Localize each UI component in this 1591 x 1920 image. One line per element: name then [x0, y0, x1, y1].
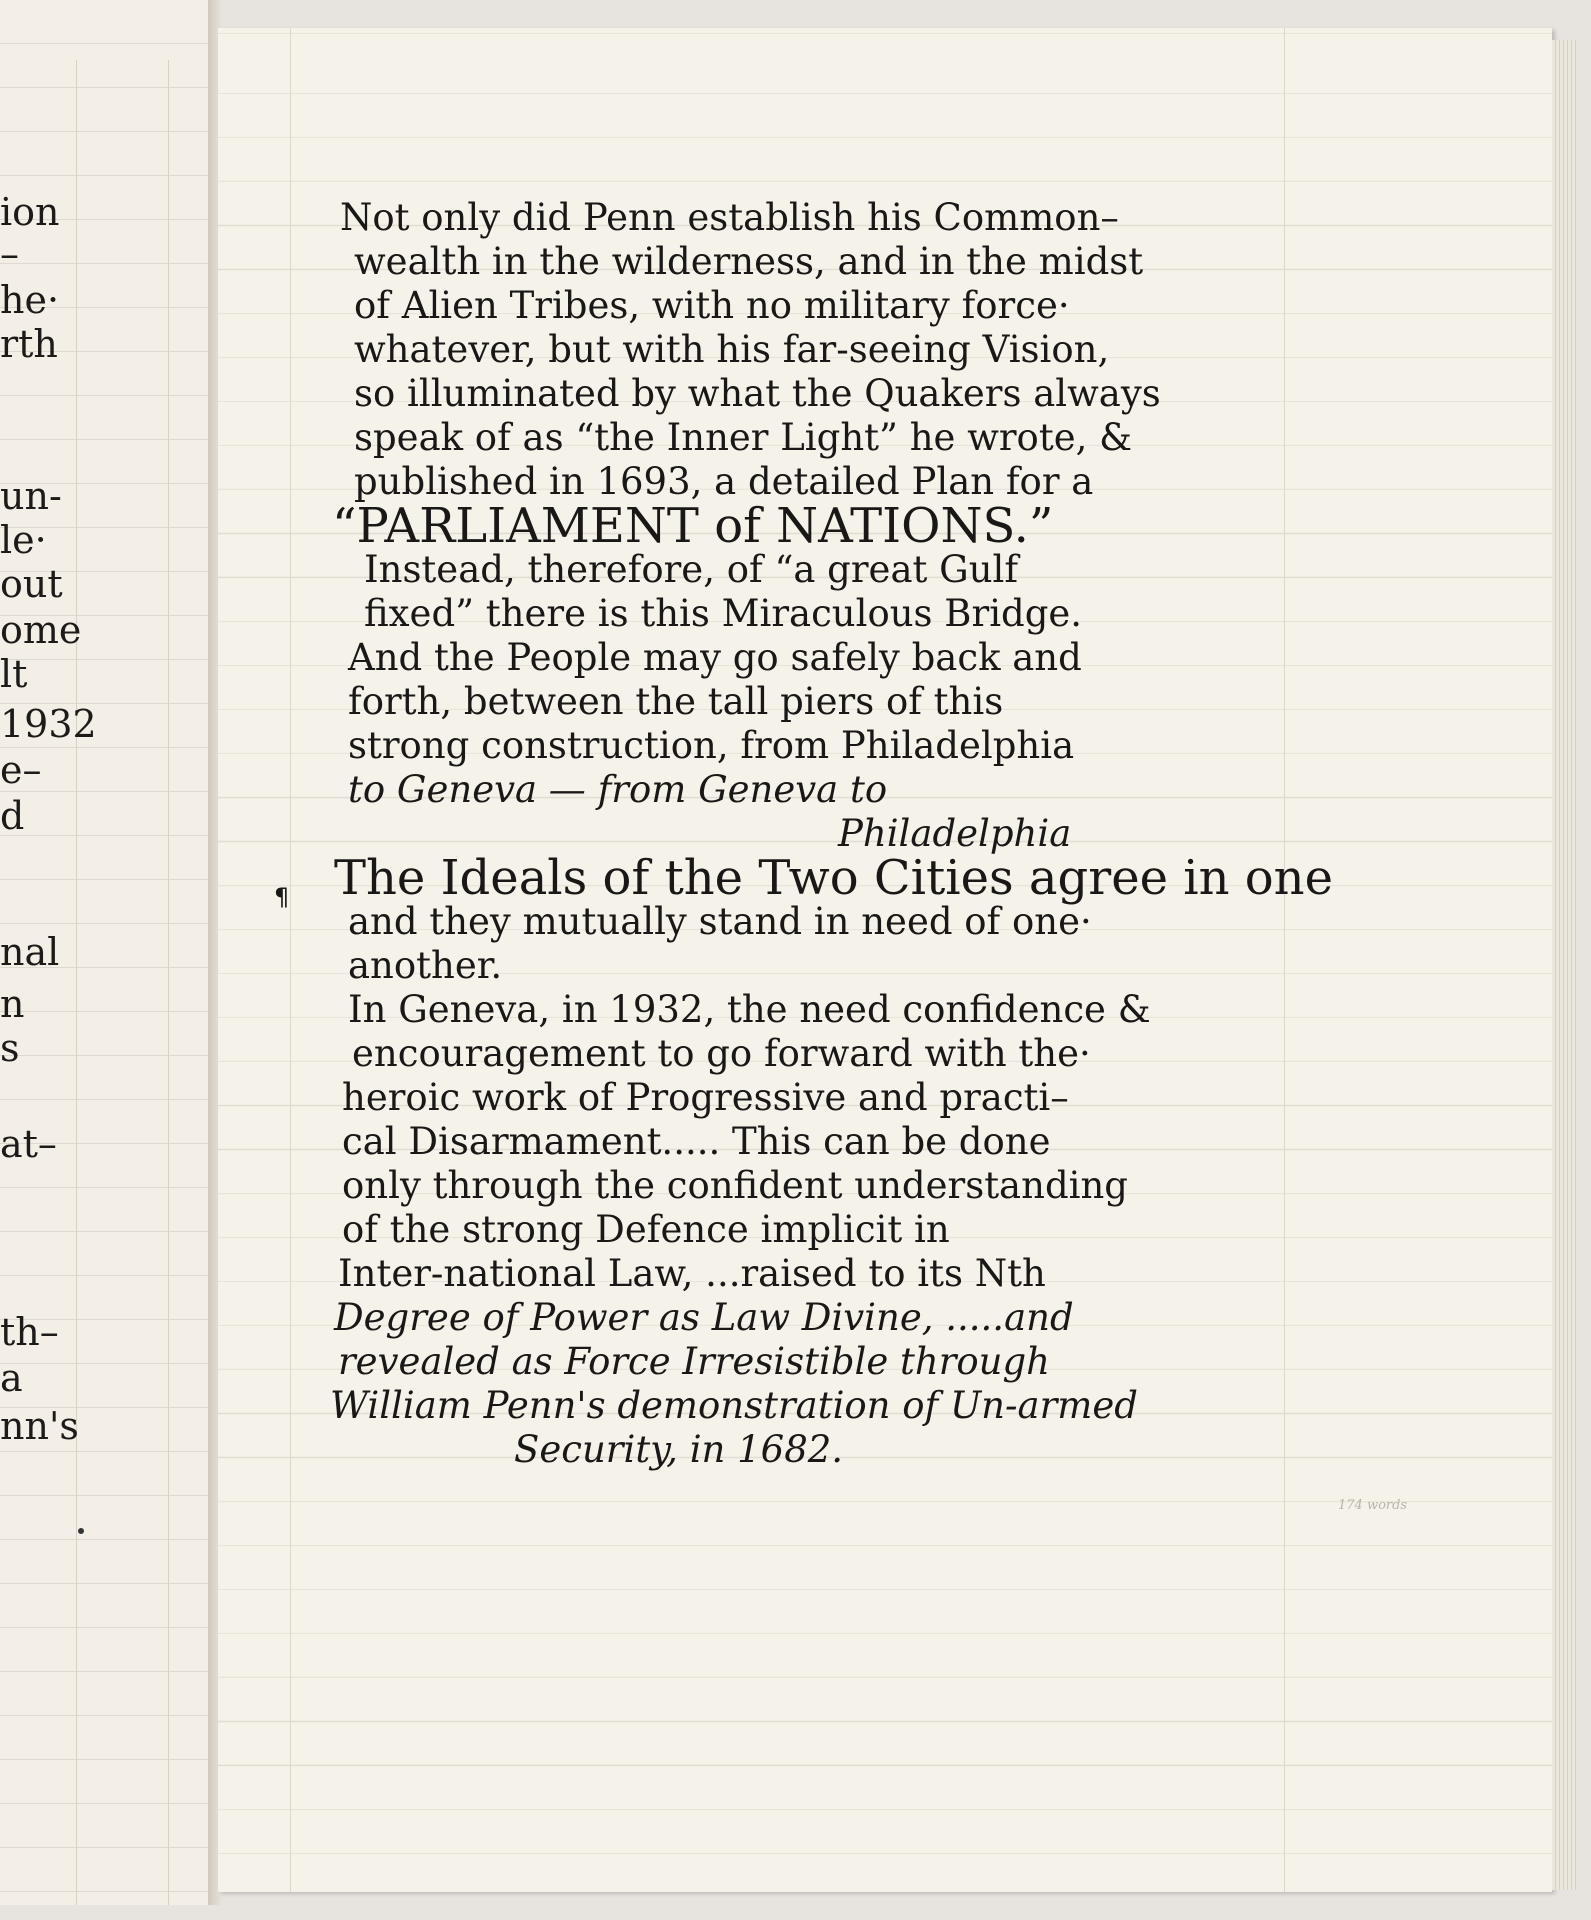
- text-line: strong construction, from Philadelphia: [348, 724, 1075, 767]
- left-fragment: th–: [0, 1310, 59, 1354]
- left-fragment: lt: [0, 652, 28, 696]
- text-line: Degree of Power as Law Divine, .....and: [334, 1296, 1074, 1339]
- text-line: and they mutually stand in need of one·: [348, 900, 1092, 943]
- text-line: “PARLIAMENT of NATIONS.”: [332, 498, 1054, 554]
- text-line: Philadelphia: [838, 812, 1072, 855]
- text-line: forth, between the tall piers of this: [348, 680, 1004, 723]
- left-fragment: he·: [0, 278, 60, 322]
- left-fragment: nal: [0, 930, 60, 974]
- text-line: The Ideals of the Two Cities agree in one: [334, 850, 1333, 906]
- text-line: revealed as Force Irresistible through: [338, 1340, 1050, 1383]
- text-line: published in 1693, a detailed Plan for a: [354, 460, 1094, 503]
- text-line: whatever, but with his far-seeing Vision,: [354, 328, 1110, 371]
- text-line: encouragement to go forward with the·: [352, 1032, 1091, 1075]
- left-fragment: un-: [0, 474, 62, 518]
- text-line: Not only did Penn establish his Common–: [340, 196, 1119, 239]
- text-line: William Penn's demonstration of Un-armed: [330, 1384, 1138, 1427]
- left-fragment: –: [0, 232, 19, 276]
- page-edges: [1552, 40, 1576, 1890]
- paragraph-mark: ¶: [274, 883, 290, 911]
- text-line: of Alien Tribes, with no military force·: [354, 284, 1070, 327]
- text-line: wealth in the wilderness, and in the midst: [354, 240, 1144, 283]
- left-fragment: out: [0, 562, 63, 606]
- text-line: cal Disarmament..... This can be done: [342, 1120, 1051, 1163]
- left-fragment: ion: [0, 190, 60, 234]
- left-fragment: le·: [0, 518, 47, 562]
- left-fragment: e–: [0, 748, 42, 792]
- margin-rule: [76, 60, 77, 1905]
- text-line: speak of as “the Inner Light” he wrote, &: [354, 416, 1133, 459]
- left-fragment: d: [0, 794, 25, 838]
- word-count-note: 174 words: [1338, 1498, 1408, 1513]
- margin-rule: [290, 28, 291, 1892]
- text-line: Security, in 1682.: [514, 1428, 844, 1471]
- ink-dot: [78, 1528, 84, 1534]
- text-line: of the strong Defence implicit in: [342, 1208, 950, 1251]
- left-fragment: nn's: [0, 1404, 79, 1448]
- right-page: [218, 28, 1552, 1892]
- left-fragment: rth: [0, 322, 58, 366]
- left-page: [0, 0, 210, 1905]
- left-fragment: at–: [0, 1122, 57, 1166]
- text-line: Instead, therefore, of “a great Gulf: [364, 548, 1019, 591]
- margin-rule: [168, 60, 169, 1905]
- text-line: only through the confident understanding: [342, 1164, 1128, 1207]
- text-line: so illuminated by what the Quakers always: [354, 372, 1161, 415]
- left-fragment: 1932: [0, 702, 97, 746]
- text-line: In Geneva, in 1932, the need confidence &: [348, 988, 1151, 1031]
- text-line: And the People may go safely back and: [348, 636, 1082, 679]
- left-fragment: s: [0, 1026, 20, 1070]
- text-line: heroic work of Progressive and practi–: [342, 1076, 1069, 1119]
- text-line: fixed” there is this Miraculous Bridge.: [364, 592, 1083, 635]
- text-line: another.: [348, 944, 503, 987]
- left-fragment: n: [0, 982, 25, 1026]
- text-line: Inter-national Law, ...raised to its Nth: [338, 1252, 1046, 1295]
- left-fragment: ome: [0, 608, 82, 652]
- calligraphy-text: [318, 196, 1518, 1472]
- left-fragment: a: [0, 1356, 23, 1400]
- text-line: to Geneva — from Geneva to: [348, 768, 888, 811]
